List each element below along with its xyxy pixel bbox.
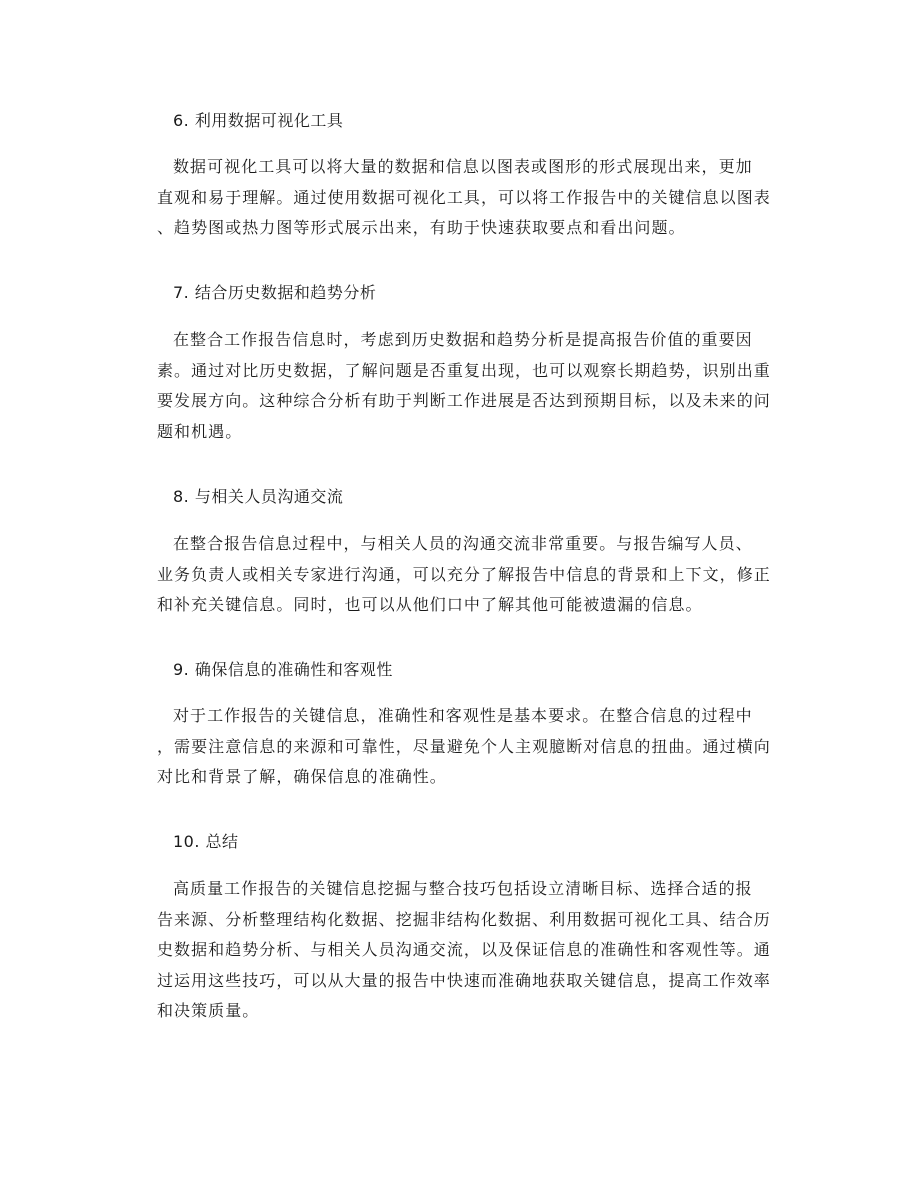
section-paragraph-8 xyxy=(157,529,771,621)
paragraph-line: 素。通过对比历史数据，了解问题是否重复出现，也可以观察长期趋势，识别出重 xyxy=(157,360,771,380)
paragraph-line: 业务负责人或相关专家进行沟通，可以充分了解报告中信息的背景和上下文，修正 xyxy=(157,564,771,584)
paragraph-line: 高质量工作报告的关键信息挖掘与整合技巧包括设立清晰目标、选择合适的报 xyxy=(173,879,753,898)
paragraph-line: 史数据和趋势分析、与相关人员沟通交流，以及保证信息的准确性和客观性等。通 xyxy=(157,940,771,959)
paragraph-line: 题和机遇。 xyxy=(157,421,243,441)
paragraph-line: 过运用这些技巧，可以从大量的报告中快速而准确地获取关键信息，提高工作效率 xyxy=(157,970,771,990)
section-heading-8: 8. 与相关人员沟通交流 xyxy=(173,487,344,506)
section-paragraph-6 xyxy=(157,152,771,244)
paragraph-line: 对于工作报告的关键信息，准确性和客观性是基本要求。在整合信息的过程中 xyxy=(173,706,753,725)
paragraph-line: ，需要注意信息的来源和可靠性，尽量避免个人主观臆断对信息的扭曲。通过横向 xyxy=(157,736,771,756)
paragraph-line: 数据可视化工具可以将大量的数据和信息以图表或图形的形式展现出来，更加 xyxy=(173,157,753,176)
section-heading-9: 9. 确保信息的准确性和客观性 xyxy=(173,660,393,679)
paragraph-line: 在整合工作报告信息时，考虑到历史数据和趋势分析是提高报告价值的重要因 xyxy=(173,330,753,349)
paragraph-line: 告来源、分析整理结构化数据、挖掘非结构化数据、利用数据可视化工具、结合历 xyxy=(157,909,771,929)
section-paragraph-7 xyxy=(157,325,771,447)
section-paragraph-10 xyxy=(157,874,771,1027)
section-paragraph-9 xyxy=(157,701,771,793)
paragraph-line: 和决策质量。 xyxy=(157,1001,260,1020)
paragraph-line: 要发展方向。这种综合分析有助于判断工作进展是否达到预期目标，以及未来的问 xyxy=(157,391,771,410)
paragraph-line: 在整合报告信息过程中，与相关人员的沟通交流非常重要。与报告编写人员、 xyxy=(173,534,753,553)
section-heading-7: 7. 结合历史数据和趋势分析 xyxy=(173,283,377,302)
section-heading-10: 10. 总结 xyxy=(173,832,239,851)
paragraph-line: 直观和易于理解。通过使用数据可视化工具，可以将工作报告中的关键信息以图表 xyxy=(157,187,771,207)
paragraph-line: 、趋势图或热力图等形式展示出来，有助于快速获取要点和看出问题。 xyxy=(157,218,686,237)
paragraph-line: 对比和背景了解，确保信息的准确性。 xyxy=(157,767,447,786)
section-heading-6: 6. 利用数据可视化工具 xyxy=(173,111,344,130)
paragraph-line: 和补充关键信息。同时，也可以从他们口中了解其他可能被遗漏的信息。 xyxy=(157,595,703,614)
